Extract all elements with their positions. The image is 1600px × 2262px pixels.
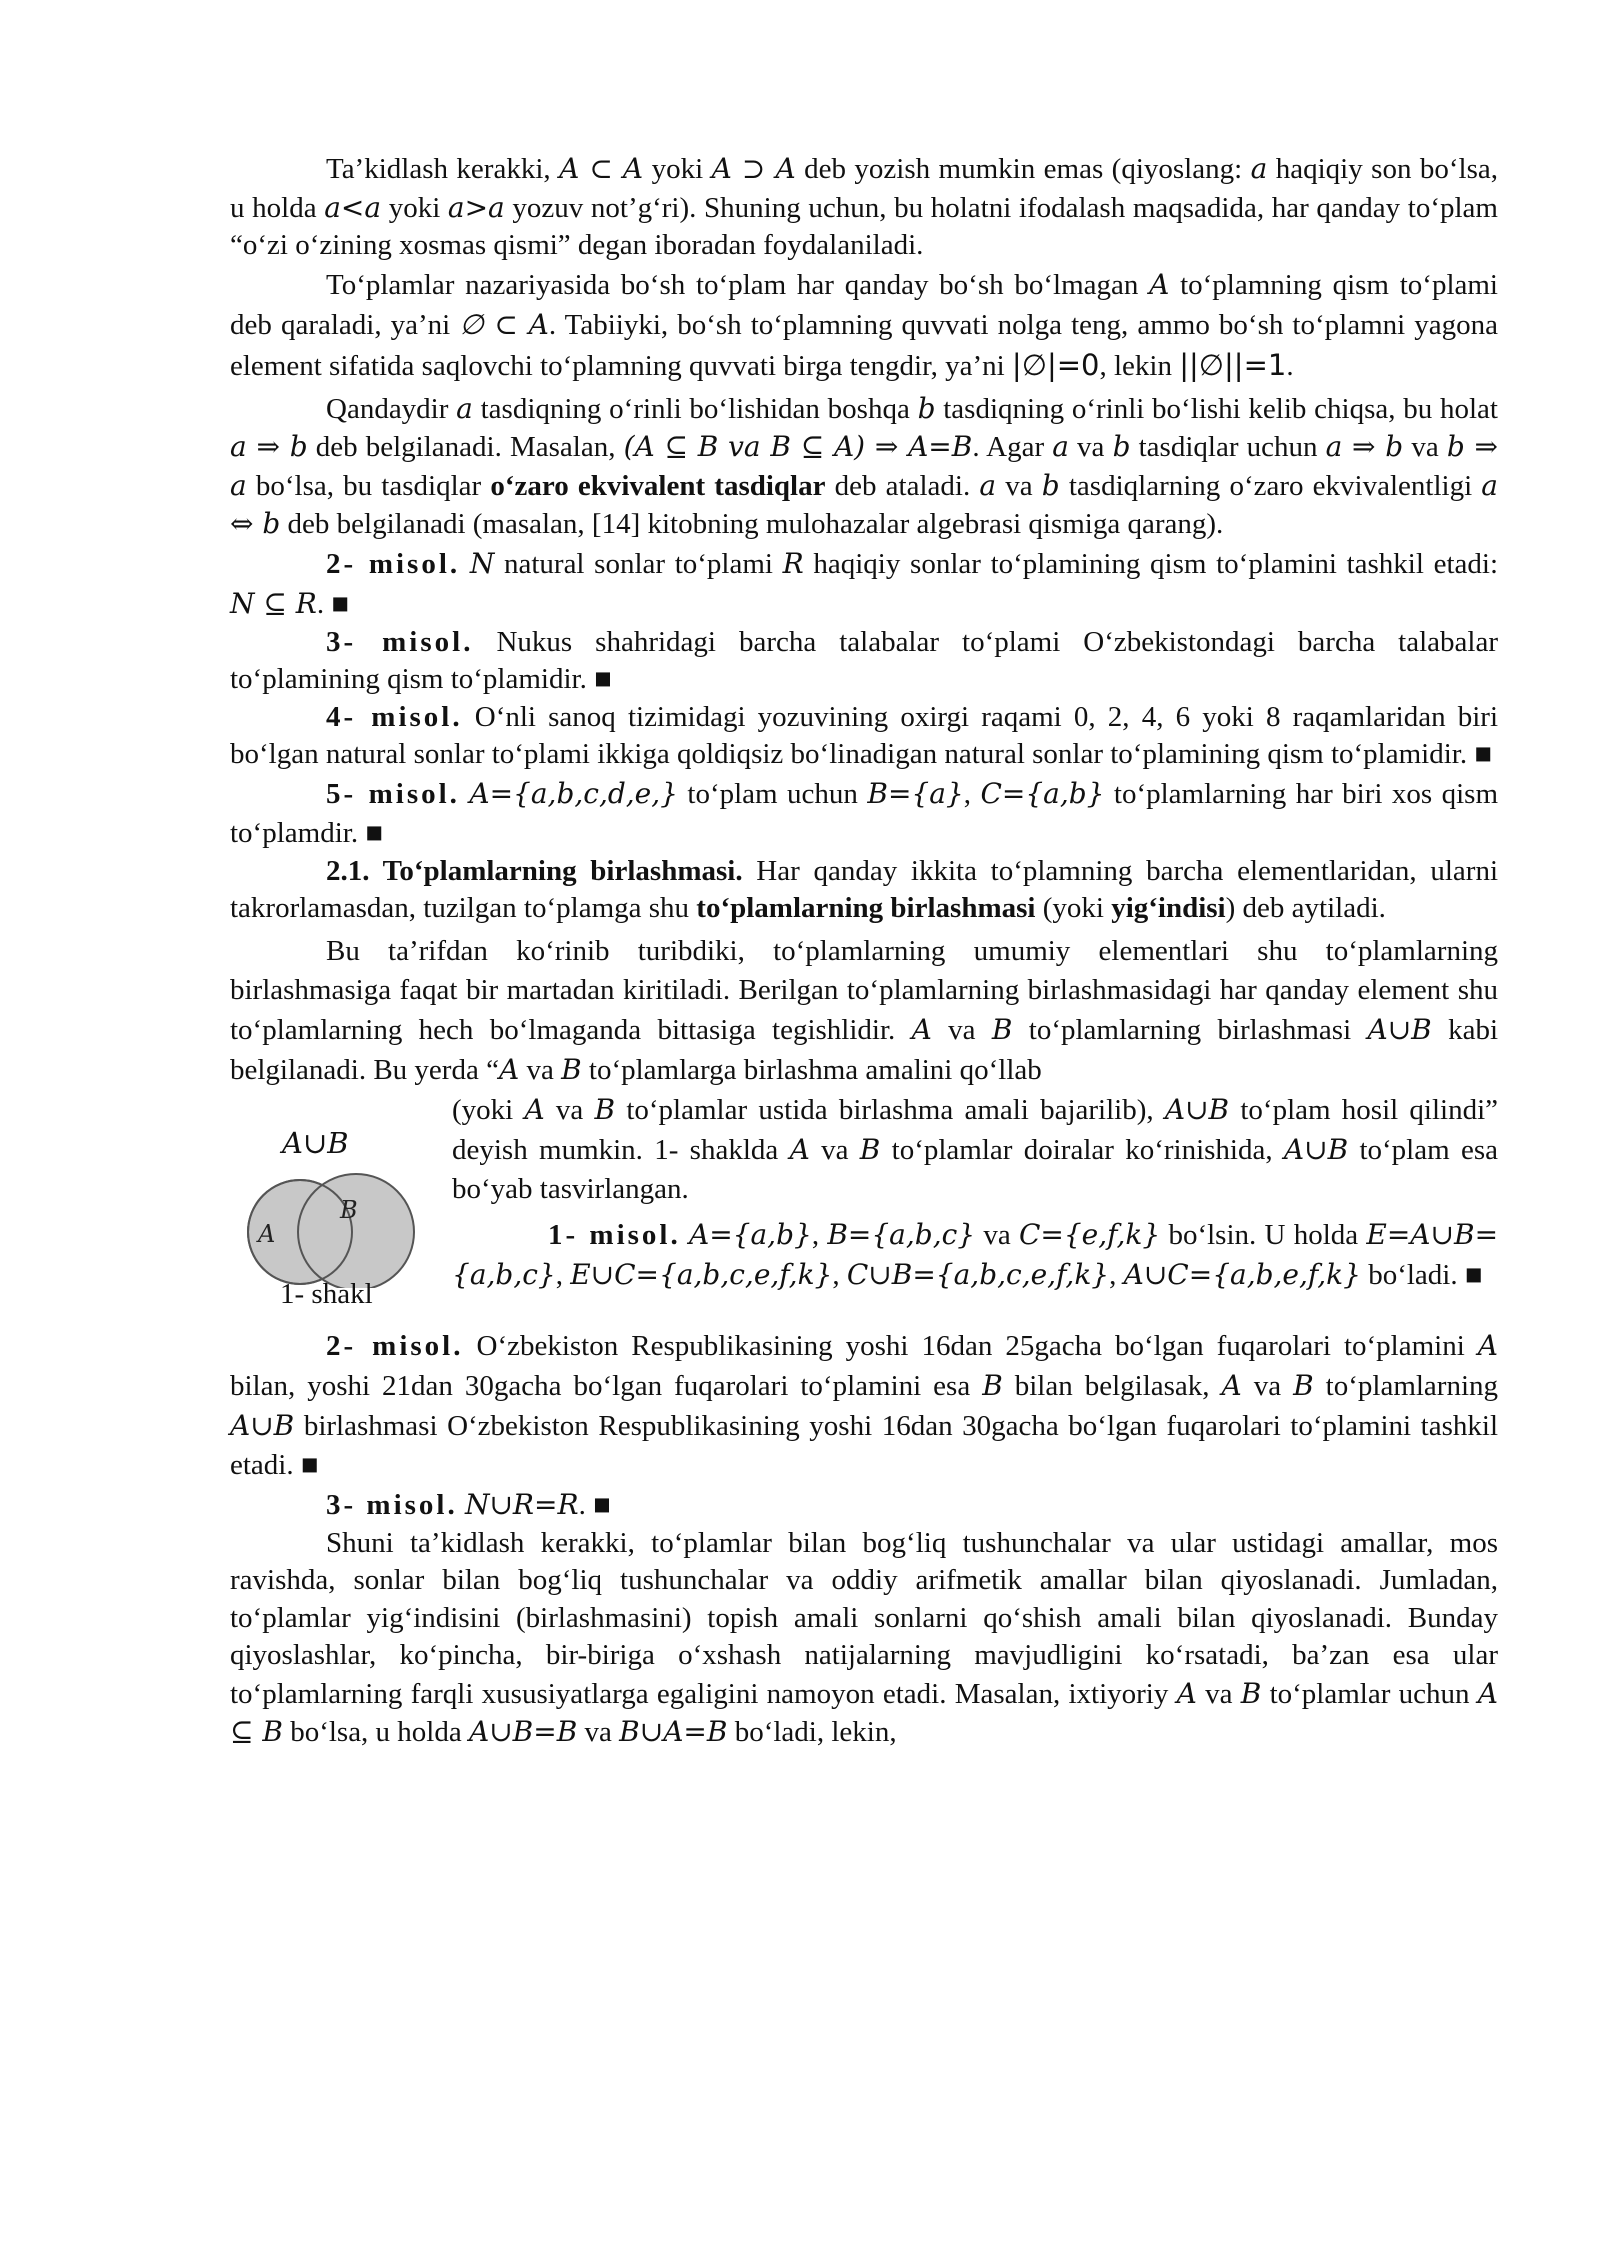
formula: R [782,546,804,580]
example-5-subset: 5- misol. A={a,b,c,d,e,} to‘plam uchun B={a}, C={a,b} to‘plamlarning har biri xos qism to‘plamdir. ■ [230,776,1499,849]
section-union-definition: 2.1. To‘plamlarning birlashmasi. Har qanday ikkita to‘plamning barcha elementlaridan, ularni takrorlamasdan, tuzilgan to‘plamga shu to‘plamlarning birlashmasi (yoki yig‘indisi) deb aytiladi. [230,854,1498,924]
paragraph-improper-subset: Ta’kidlash kerakki, A ⊂ A yoki A ⊃ A deb yozish mumkin emas (qiyoslang: a haqiqiy son bo‘lsa, u holda a<a yoki a>a yozuv not’g‘ri). Shuning uchun, bu holatni ifodalash maqsadida, har qanday to‘plam “o‘zi o‘zining xosmas qismi” degan iboradan foydalaniladi. [230,152,1499,261]
circle-b [298,1174,414,1288]
formula: B [982,1368,1003,1402]
formula: B [594,1092,616,1126]
example-label: 3- misol. [326,1488,458,1521]
formula: A∪B [230,1408,295,1442]
formula: A∪B=B [469,1715,578,1748]
formula: A∪B [1367,1012,1432,1046]
formula: (A ⊆ B va B ⊆ A) ⇒ A=B [623,430,973,463]
formula: C={a,b} [980,776,1105,810]
paragraph-implication: Qandaydir a tasdiqning o‘rinli bo‘lishidan boshqa b tasdiqning o‘rinli bo‘lishi kelib chiqsa, bu holat a ⇒ b deb belgilanadi. Masalan, (A ⊆ B va B ⊆ A) ⇒ A=B. Agar a va b tasdiqlar uchun a ⇒ b va b ⇒ a bo‘lsa, bu tasdiqlar o‘zaro ekvivalent tasdiqlar deb ataladi. a va b tasdiqlarning o‘zaro ekvivalentligi a ⇔ b deb belgilanadi (masalan, [14] kitobning mulohazalar algebrasi qismiga qarang). [230,391,1499,540]
formula: C={e,f,k} [1018,1217,1161,1251]
formula: ||∅||=1 [1179,347,1287,382]
formula: b [917,391,936,425]
formula: a [1052,430,1069,463]
example-label: 4- misol. [326,700,463,733]
formula: A [498,1052,520,1086]
example-1-union: 1- misol. A={a,b}, B={a,b,c} va C={e,f,k} bo‘lsin. U holda E=A∪B={a,b,c}, E∪C={a,b,c,e,f,k}, C∪B={a,b,c,e,f,k}, A∪C={a,b,e,f,k} bo‘ladi. ■ [452,1217,1499,1291]
formula: A={a,b,c,d,e,} [469,776,678,810]
figure-row [230,1090,1498,1326]
example-3-union: 3- misol. N∪R=R. ■ [326,1487,611,1521]
formula: b [1041,468,1060,502]
formula: B [859,1132,881,1166]
formula: A∪B [1283,1132,1349,1166]
term-sum: yig‘indisi [1111,892,1226,924]
formula: a>a [447,190,505,224]
paragraph-comparison: Shuni ta’kidlash kerakki, to‘plamlar bilan bog‘liq tushunchalar va ular ustidagi amallar, mos ravishda, sonlar bilan bog‘liq tushunchalar va oddiy arifmetik amallar bilan qiyoslanadi. Jumladan, to‘plamlar yig‘indisini (birlashmasini) topish amali sonlarni qo‘shish amali bilan qiyoslanadi. Bunday qiyoslashlar, ko‘pincha, bir-biriga o‘xshash natijalarning mavjudligini ko‘rsatadi, ba’zan esa ular to‘plamlarning farqli xususiyatlarga egaligini namoyon etadi. Masalan, ixtiyoriy A va B to‘plamlar uchun A ⊆ B bo‘lsa, u holda A∪B=B va B∪A=B bo‘ladi, lekin, [230,1526,1498,1748]
formula: A ⊃ A [711,152,796,185]
formula: a [979,468,997,502]
formula: A [1176,1676,1197,1710]
formula: a ⇒ b [1325,430,1404,463]
formula: N [469,546,495,580]
formula: N ⊆ R [230,586,317,620]
example-label: 2- misol. [326,1329,464,1362]
example-label: 3- misol. [326,625,474,658]
formula: B={a} [867,776,964,810]
venn-figure [230,1090,452,1326]
example-2-subset: 2- misol. N natural sonlar to‘plami R haqiqiy sonlar to‘plamining qism to‘plamini tashkil etadi: N ⊆ R. ■ [230,546,1499,620]
formula: A∪B [1164,1092,1230,1126]
example-3-subset: 3- misol. Nukus shahridagi barcha talabalar to‘plami O‘zbekistondagi barcha talabalar to‘plamining qism to‘plamidir. ■ [230,625,1498,695]
formula: A [1221,1368,1242,1402]
formula: B [1293,1368,1314,1402]
formula: A∪C={a,b,e,f,k} [1123,1257,1361,1291]
formula: A ⊆ B [230,1676,1498,1748]
example-2-union: 2- misol. O‘zbekiston Respublikasining yoshi 16dan 25gacha bo‘lgan fuqarolari to‘plamini A bilan, yoshi 21dan 30gacha bo‘lgan fuqarolari to‘plamini esa B bilan belgilasak, A va B to‘plamlarning A∪B birlashmasi O‘zbekiston Respublikasining yoshi 16dan 30gacha bo‘lgan fuqarolari to‘plamini tashkil etadi. ■ [230,1328,1499,1481]
example-label: 1- misol. [548,1218,681,1251]
example-label: 2- misol. [326,547,461,580]
formula: |∅|=0 [1011,347,1100,382]
formula: C∪B={a,b,c,e,f,k} [846,1257,1110,1291]
formula: A={a,b} [688,1217,812,1251]
formula: N∪R=R [464,1487,579,1521]
formula: a<a [324,190,382,224]
circle-b-label: B [340,1195,358,1224]
formula: ∅ ⊂ A [459,307,549,341]
formula: E∪C={a,b,c,e,f,k} [570,1257,833,1291]
formula: a ⇔ b [230,468,1498,540]
formula: b ⇒ a [230,430,1499,502]
formula: A [1149,267,1170,301]
example-4-subset: 4- misol. O‘nli sanoq tizimidagi yozuvining oxirgi raqami 0, 2, 4, 6 yoki 8 raqamlaridan biri bo‘lgan natural sonlar to‘plami ikkiga qoldiqsiz bo‘linadigan natural sonlar to‘plamining qism to‘plamidir. ■ [230,700,1498,770]
formula: b [1112,430,1131,463]
formula: A [911,1012,932,1046]
formula: A [524,1092,545,1126]
formula: A [1477,1328,1499,1362]
figure-title: A∪B [282,1125,349,1160]
document-page [230,150,1498,1752]
formula: E=A∪B={a,b,c} [452,1217,1499,1291]
paragraph-empty-set: To‘plamlar nazariyasida bo‘sh to‘plam har qanday bo‘sh bo‘lmagan A to‘plamning qism to‘plami deb qaraladi, ya’ni ∅ ⊂ A. Tabiiyki, bo‘sh to‘plamning quvvati nolga teng, ammo bo‘sh to‘plamni yagona element sifatida saqlovchi to‘plamning quvvati birga tengdir, ya’ni |∅|=0, lekin ||∅||=1. [230,267,1499,382]
formula: B [561,1052,582,1086]
figure-side-text [452,1090,1498,1295]
formula: a [456,391,473,425]
term-union: to‘plamlarning birlashmasi [696,892,1036,924]
venn-diagram [230,1168,430,1288]
paragraph-figure-description: (yoki A va B to‘plamlar ustida birlashma amali bajarilib), A∪B to‘plam hosil qilindi” deyish mumkin. 1- shaklda A va B to‘plamlar doiralar ko‘rinishida, A∪B to‘plam esa bo‘yab tasvirlangan. [452,1092,1499,1205]
formula: B={a,b,c} [827,1217,976,1251]
formula: B∪A=B [619,1715,728,1748]
figure-caption: 1- shakl [280,1277,373,1310]
example-label: 5- misol. [326,777,460,810]
formula: A [789,1132,810,1166]
formula: B [1240,1676,1262,1710]
formula: a ⇒ b [230,430,308,463]
term-equivalent: o‘zaro ekvivalent tasdiqlar [490,469,826,502]
formula: B [991,1012,1013,1046]
paragraph-union-explanation: Bu ta’rifdan ko‘rinib turibdiki, to‘plamlarning umumiy elementlari shu to‘plamlarning birlashmasiga faqat bir martadan kiritiladi. Berilgan to‘plamlarning birlashmasidagi har qanday element shu to‘plamlarning hech bo‘lmaganda bittasiga tegishlidir. A va B to‘plamlarning birlashmasi A∪B kabi belgilanadi. Bu yerda “A va B to‘plamlarga birlashma amalini qo‘llab [230,934,1499,1086]
formula: a [1250,152,1268,185]
formula: A ⊂ A [559,152,644,185]
circle-a-label: A [258,1219,276,1248]
section-title: 2.1. To‘plamlarning birlashmasi. [326,854,743,887]
